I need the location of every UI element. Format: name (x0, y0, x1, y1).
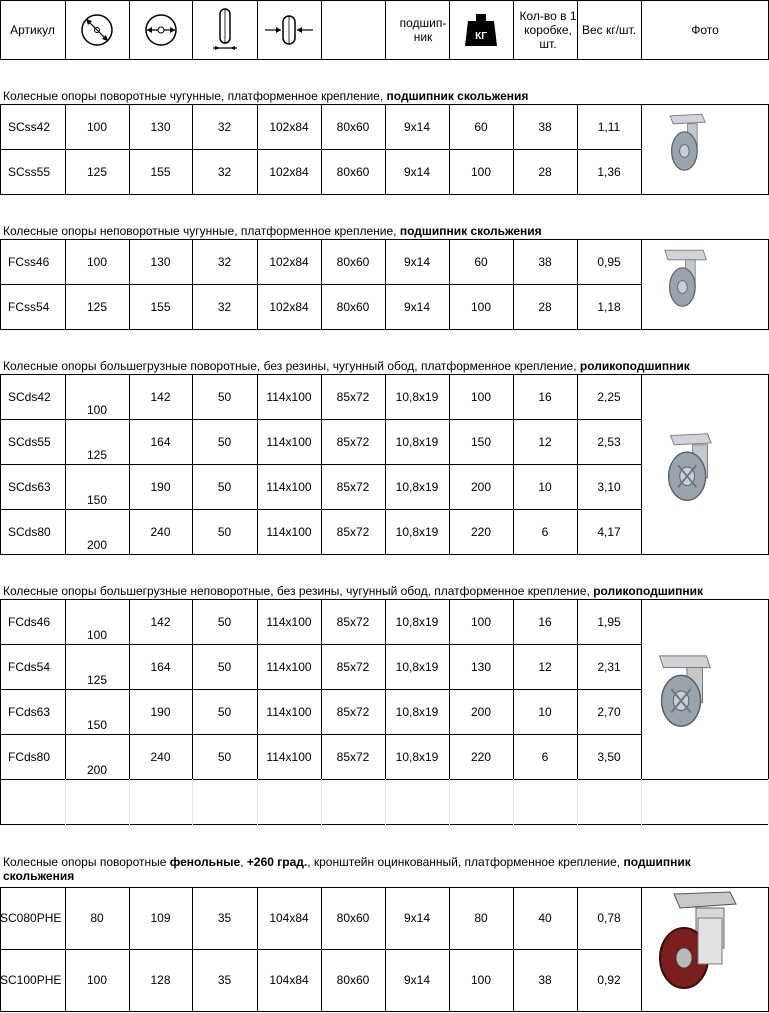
cell-article: FCds63 (8, 704, 51, 719)
cell-qty: 12 (538, 434, 552, 449)
cell-bearing: 9х14 (403, 911, 431, 925)
cell-width: 50 (217, 524, 232, 539)
plate-size-icon (261, 10, 317, 50)
cell-plate: 102х84 (269, 254, 309, 269)
cell-article: SCds63 (8, 479, 51, 494)
cell-height: 240 (150, 524, 171, 539)
cell-load: 100 (470, 299, 492, 314)
cell-bearing: 10,8х19 (395, 614, 439, 629)
cell-article: FCds80 (8, 749, 51, 764)
cell-height: 128 (150, 973, 171, 987)
cell-article: SCds80 (8, 524, 51, 539)
cell-bearing: 10,8х19 (395, 524, 439, 539)
section-title-text: Колесные опоры большегрузные неповоротные, без резины, чугунный обод, платформенное крепление, (3, 584, 594, 598)
grid-line (129, 779, 130, 825)
overall-height-icon (141, 10, 181, 50)
section-title-bold: роликоподшипник (579, 359, 690, 373)
cell-width: 50 (217, 389, 232, 404)
cell-article: SCss42 (8, 119, 51, 134)
cell-diameter: 125 (86, 299, 108, 314)
header-weight: Вес кг/шт. (581, 22, 637, 37)
cell-load: 130 (470, 659, 492, 674)
cell-height: 155 (150, 299, 171, 314)
cell-diameter: 100 (86, 628, 108, 642)
cell-qty: 28 (538, 299, 552, 314)
grid-line (513, 779, 514, 825)
cell-bearing: 9х14 (403, 254, 431, 269)
cell-width: 35 (217, 911, 232, 925)
cell-load: 100 (470, 389, 492, 404)
cell-width: 32 (217, 254, 232, 269)
section-title-part: фенольные (169, 855, 241, 869)
cell-weight: 1,95 (597, 614, 621, 629)
caster-photo (644, 888, 740, 992)
wheel-diameter-icon (77, 10, 117, 50)
cell-weight: 1,36 (597, 164, 621, 179)
section-title (3, 855, 763, 883)
cell-bearing: 10,8х19 (395, 704, 439, 719)
cell-article: SCss55 (8, 164, 51, 179)
grid-line (385, 779, 386, 825)
header-qty: Кол-во в 1 коробке, шт. (519, 8, 577, 51)
cell-weight: 1,18 (597, 299, 621, 314)
grid-line (0, 779, 1, 825)
section-title-part: , кронштейн оцинкованный, платформенное крепление, (307, 855, 624, 869)
cell-weight: 0,92 (597, 973, 621, 987)
cell-holes: 85х72 (336, 659, 370, 674)
cell-article: FCds54 (8, 659, 51, 674)
cell-plate: 114х100 (266, 389, 312, 404)
cell-qty: 10 (538, 479, 552, 494)
grid-line (641, 599, 642, 780)
cell-holes: 80х60 (336, 254, 370, 269)
wheel-width-icon (210, 6, 240, 54)
cell-qty: 6 (541, 524, 549, 539)
cell-width: 50 (217, 659, 232, 674)
cell-article: FCss46 (8, 254, 50, 269)
cell-weight: 2,70 (597, 704, 621, 719)
cell-width: 35 (217, 973, 232, 987)
header-plate (257, 0, 321, 59)
cell-holes: 85х72 (336, 434, 370, 449)
header-holes (321, 0, 385, 59)
cell-plate: 104х84 (269, 911, 309, 925)
cell-bearing: 9х14 (403, 164, 431, 179)
cell-load: 200 (470, 479, 492, 494)
cell-diameter: 125 (86, 448, 108, 462)
cell-diameter: 100 (86, 973, 108, 987)
cell-height: 130 (150, 119, 171, 134)
cell-holes: 80х60 (336, 164, 370, 179)
cell-height: 155 (150, 164, 171, 179)
cell-width: 32 (217, 299, 232, 314)
cell-bearing: 10,8х19 (395, 389, 439, 404)
cell-holes: 80х60 (336, 119, 370, 134)
cell-weight: 4,17 (597, 524, 621, 539)
cell-height: 109 (150, 911, 171, 925)
cell-diameter: 125 (86, 673, 108, 687)
section-title-part: подшипник скольжения (3, 855, 691, 883)
cell-weight: 0,95 (597, 254, 621, 269)
cell-qty: 16 (538, 389, 552, 404)
cell-width: 32 (217, 164, 232, 179)
cell-load: 60 (474, 254, 488, 269)
cell-qty: 40 (538, 911, 552, 925)
grid-line (641, 374, 642, 555)
section-title-text: Колесные опоры поворотные чугунные, платформенное крепление, (3, 89, 387, 103)
section-title-part: , (240, 855, 247, 869)
cell-weight: 0,78 (597, 911, 621, 925)
section-title (3, 359, 690, 373)
cell-width: 32 (217, 119, 232, 134)
cell-plate: 114х100 (266, 659, 312, 674)
cell-weight: 2,31 (597, 659, 621, 674)
cell-load: 100 (470, 973, 492, 987)
cell-bearing: 10,8х19 (395, 749, 439, 764)
section-title (3, 89, 528, 103)
cell-plate: 114х100 (266, 704, 312, 719)
cell-height: 240 (150, 749, 171, 764)
cell-holes: 85х72 (336, 614, 370, 629)
cell-diameter: 100 (86, 119, 108, 134)
cell-diameter: 200 (86, 763, 108, 777)
cell-bearing: 9х14 (403, 973, 431, 987)
cell-plate: 114х100 (266, 434, 312, 449)
cell-load: 80 (474, 911, 488, 925)
cell-plate: 114х100 (266, 479, 312, 494)
cell-weight: 2,53 (597, 434, 621, 449)
grid-line (321, 779, 322, 825)
caster-photo (652, 652, 714, 730)
grid-line (257, 779, 258, 825)
cell-load: 60 (474, 119, 488, 134)
cell-weight: 1,11 (597, 119, 621, 134)
grid-line (641, 887, 642, 1012)
cell-bearing: 10,8х19 (395, 479, 439, 494)
section-title-text: Колесные опоры большегрузные поворотные, без резины, чугунный обод, платформенное крепление, (3, 359, 580, 373)
cell-load: 200 (470, 704, 492, 719)
cell-article: SC080PHE (0, 911, 62, 925)
grid-line (641, 239, 642, 330)
header-width (192, 0, 257, 59)
cell-diameter: 150 (86, 493, 108, 507)
cell-height: 130 (150, 254, 171, 269)
cell-qty: 10 (538, 704, 552, 719)
cell-weight: 3,10 (597, 479, 621, 494)
cell-qty: 38 (538, 254, 552, 269)
cell-plate: 102х84 (269, 164, 309, 179)
cell-article: SCds42 (8, 389, 51, 404)
cell-holes: 85х72 (336, 704, 370, 719)
cell-height: 164 (150, 434, 171, 449)
cell-diameter: 125 (86, 164, 108, 179)
grid-line (65, 779, 66, 825)
cell-qty: 28 (538, 164, 552, 179)
cell-diameter: 150 (86, 718, 108, 732)
cell-plate: 114х100 (266, 749, 312, 764)
header-photo: Фото (691, 22, 719, 37)
cell-plate: 102х84 (269, 299, 309, 314)
section-title (3, 584, 703, 598)
cell-plate: 114х100 (266, 524, 312, 539)
cell-qty: 6 (541, 749, 549, 764)
cell-weight: 2,25 (597, 389, 621, 404)
cell-load: 150 (470, 434, 492, 449)
header-load (449, 0, 513, 59)
cell-bearing: 10,8х19 (395, 434, 439, 449)
cell-qty: 38 (538, 973, 552, 987)
caster-photo (660, 243, 708, 315)
cell-width: 50 (217, 749, 232, 764)
grid-line (577, 779, 578, 825)
cell-bearing: 9х14 (403, 119, 431, 134)
cell-holes: 85х72 (336, 524, 370, 539)
section-title-bold: подшипник скольжения (386, 89, 529, 103)
cell-width: 50 (217, 479, 232, 494)
section-title-text: Колесные опоры неповоротные чугунные, платформенное крепление, (3, 224, 400, 238)
cell-article: SCds55 (8, 434, 51, 449)
section-title-part: +260 град. (246, 855, 308, 869)
cell-article: SC100PHE (0, 973, 62, 987)
cell-height: 142 (150, 614, 171, 629)
cell-width: 50 (217, 614, 232, 629)
cell-load: 220 (470, 524, 492, 539)
kg-weight-icon (463, 12, 499, 48)
header-diameter (65, 0, 129, 59)
cell-holes: 80х60 (336, 973, 370, 987)
grid-line (641, 104, 642, 195)
cell-holes: 85х72 (336, 389, 370, 404)
cell-width: 50 (217, 704, 232, 719)
cell-plate: 114х100 (266, 614, 312, 629)
header-height (129, 0, 192, 59)
cell-article: FCss54 (8, 299, 50, 314)
grid-line (641, 779, 642, 825)
cell-height: 142 (150, 389, 171, 404)
caster-photo (662, 108, 710, 178)
cell-holes: 85х72 (336, 749, 370, 764)
section-title-bold: подшипник скольжения (399, 224, 542, 238)
cell-height: 190 (150, 479, 171, 494)
cell-diameter: 200 (86, 538, 108, 552)
cell-bearing: 10,8х19 (395, 659, 439, 674)
grid-line (449, 779, 450, 825)
cell-holes: 80х60 (336, 911, 370, 925)
section-title-part: Колесные опоры поворотные (3, 855, 170, 869)
grid-line (192, 779, 193, 825)
section-title (3, 224, 542, 238)
cell-height: 164 (150, 659, 171, 674)
cell-holes: 80х60 (336, 299, 370, 314)
header-bearing: подшип-ник (399, 15, 447, 44)
cell-height: 190 (150, 704, 171, 719)
section-title-bold: роликоподшипник (593, 584, 704, 598)
header-article: Артикул (10, 22, 55, 37)
cell-article: FCds46 (8, 614, 51, 629)
cell-diameter: 100 (86, 254, 108, 269)
cell-qty: 38 (538, 119, 552, 134)
cell-qty: 12 (538, 659, 552, 674)
cell-diameter: 80 (90, 911, 104, 925)
cell-load: 220 (470, 749, 492, 764)
cell-diameter: 100 (86, 403, 108, 417)
cell-width: 50 (217, 434, 232, 449)
cell-qty: 16 (538, 614, 552, 629)
cell-plate: 102х84 (269, 119, 309, 134)
cell-bearing: 9х14 (403, 299, 431, 314)
cell-holes: 85х72 (336, 479, 370, 494)
svg-text:КГ: КГ (475, 30, 487, 42)
cell-plate: 104х84 (269, 973, 309, 987)
cell-weight: 3,50 (597, 749, 621, 764)
cell-load: 100 (470, 164, 492, 179)
cell-load: 100 (470, 614, 492, 629)
caster-photo (660, 430, 718, 504)
